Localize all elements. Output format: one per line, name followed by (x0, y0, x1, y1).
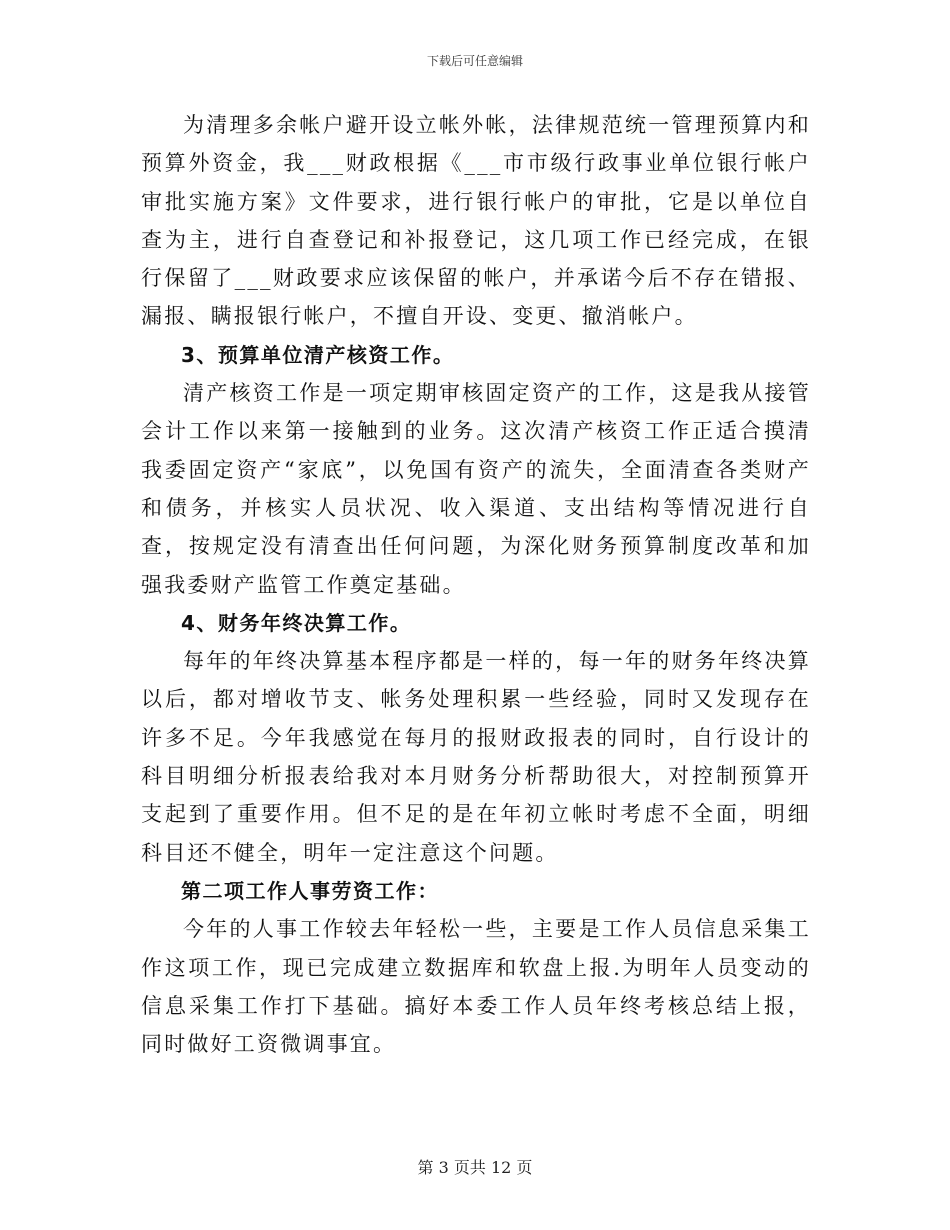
paragraph-asset-verification: 清产核资工作是一项定期审核固定资产的工作，这是我从接管会计工作以来第一接触到的业务。这次清产核资工作正适合摸清我委固定资产“家底”，以免国有资产的流失，全面清查各类财产和债务，并核实人员状况、收入渠道、支出结构等情况进行自查，按规定没有清查出任何问题，为深化财务预算制度改革和加强我委财产监管工作奠定基础。 (141, 381, 811, 597)
heading-personnel-work: 第二项工作人事劳资工作： (181, 878, 439, 903)
paragraph-personnel-work: 今年的人事工作较去年轻松一些，主要是工作人员信息采集工作这项工作，现已完成建立数据库和软盘上报.为明年人员变动的信息采集工作打下基础。搞好本委工作人员年终考核总结上报，同时做好工资微调事宜。 (141, 917, 811, 1057)
page-number: 第 3 页共 12 页 (417, 1158, 533, 1177)
heading-year-end-accounts: 4、财务年终决算工作。 (181, 610, 412, 635)
paragraph-year-end-accounts: 每年的年终决算基本程序都是一样的，每一年的财务年终决算以后，都对增收节支、帐务处理积累一些经验，同时又发现存在许多不足。今年我感觉在每月的报财政报表的同时，自行设计的科目明细分析报表给我对本月财务分析帮助很大，对控制预算开支起到了重要作用。但不足的是在年初立帐时考虑不全面，明细科目还不健全，明年一定注意这个问题。 (141, 649, 811, 865)
paragraph-bank-accounts: 为清理多余帐户避开设立帐外帐，法律规范统一管理预算内和预算外资金，我___财政根据《___市市级行政事业单位银行帐户审批实施方案》文件要求，进行银行帐户的审批，它是以单位自查为主，进行自查登记和补报登记，这几项工作已经完成，在银行保留了___财政要求应该保留的帐户，并承诺今后不存在错报、漏报、瞒报银行帐户，不擅自开设、变更、撤消帐户。 (141, 113, 811, 329)
document-body (141, 106, 811, 1063)
heading-asset-verification: 3、预算单位清产核资工作。 (181, 342, 455, 367)
page-header: 下载后可任意编辑 (426, 54, 523, 68)
